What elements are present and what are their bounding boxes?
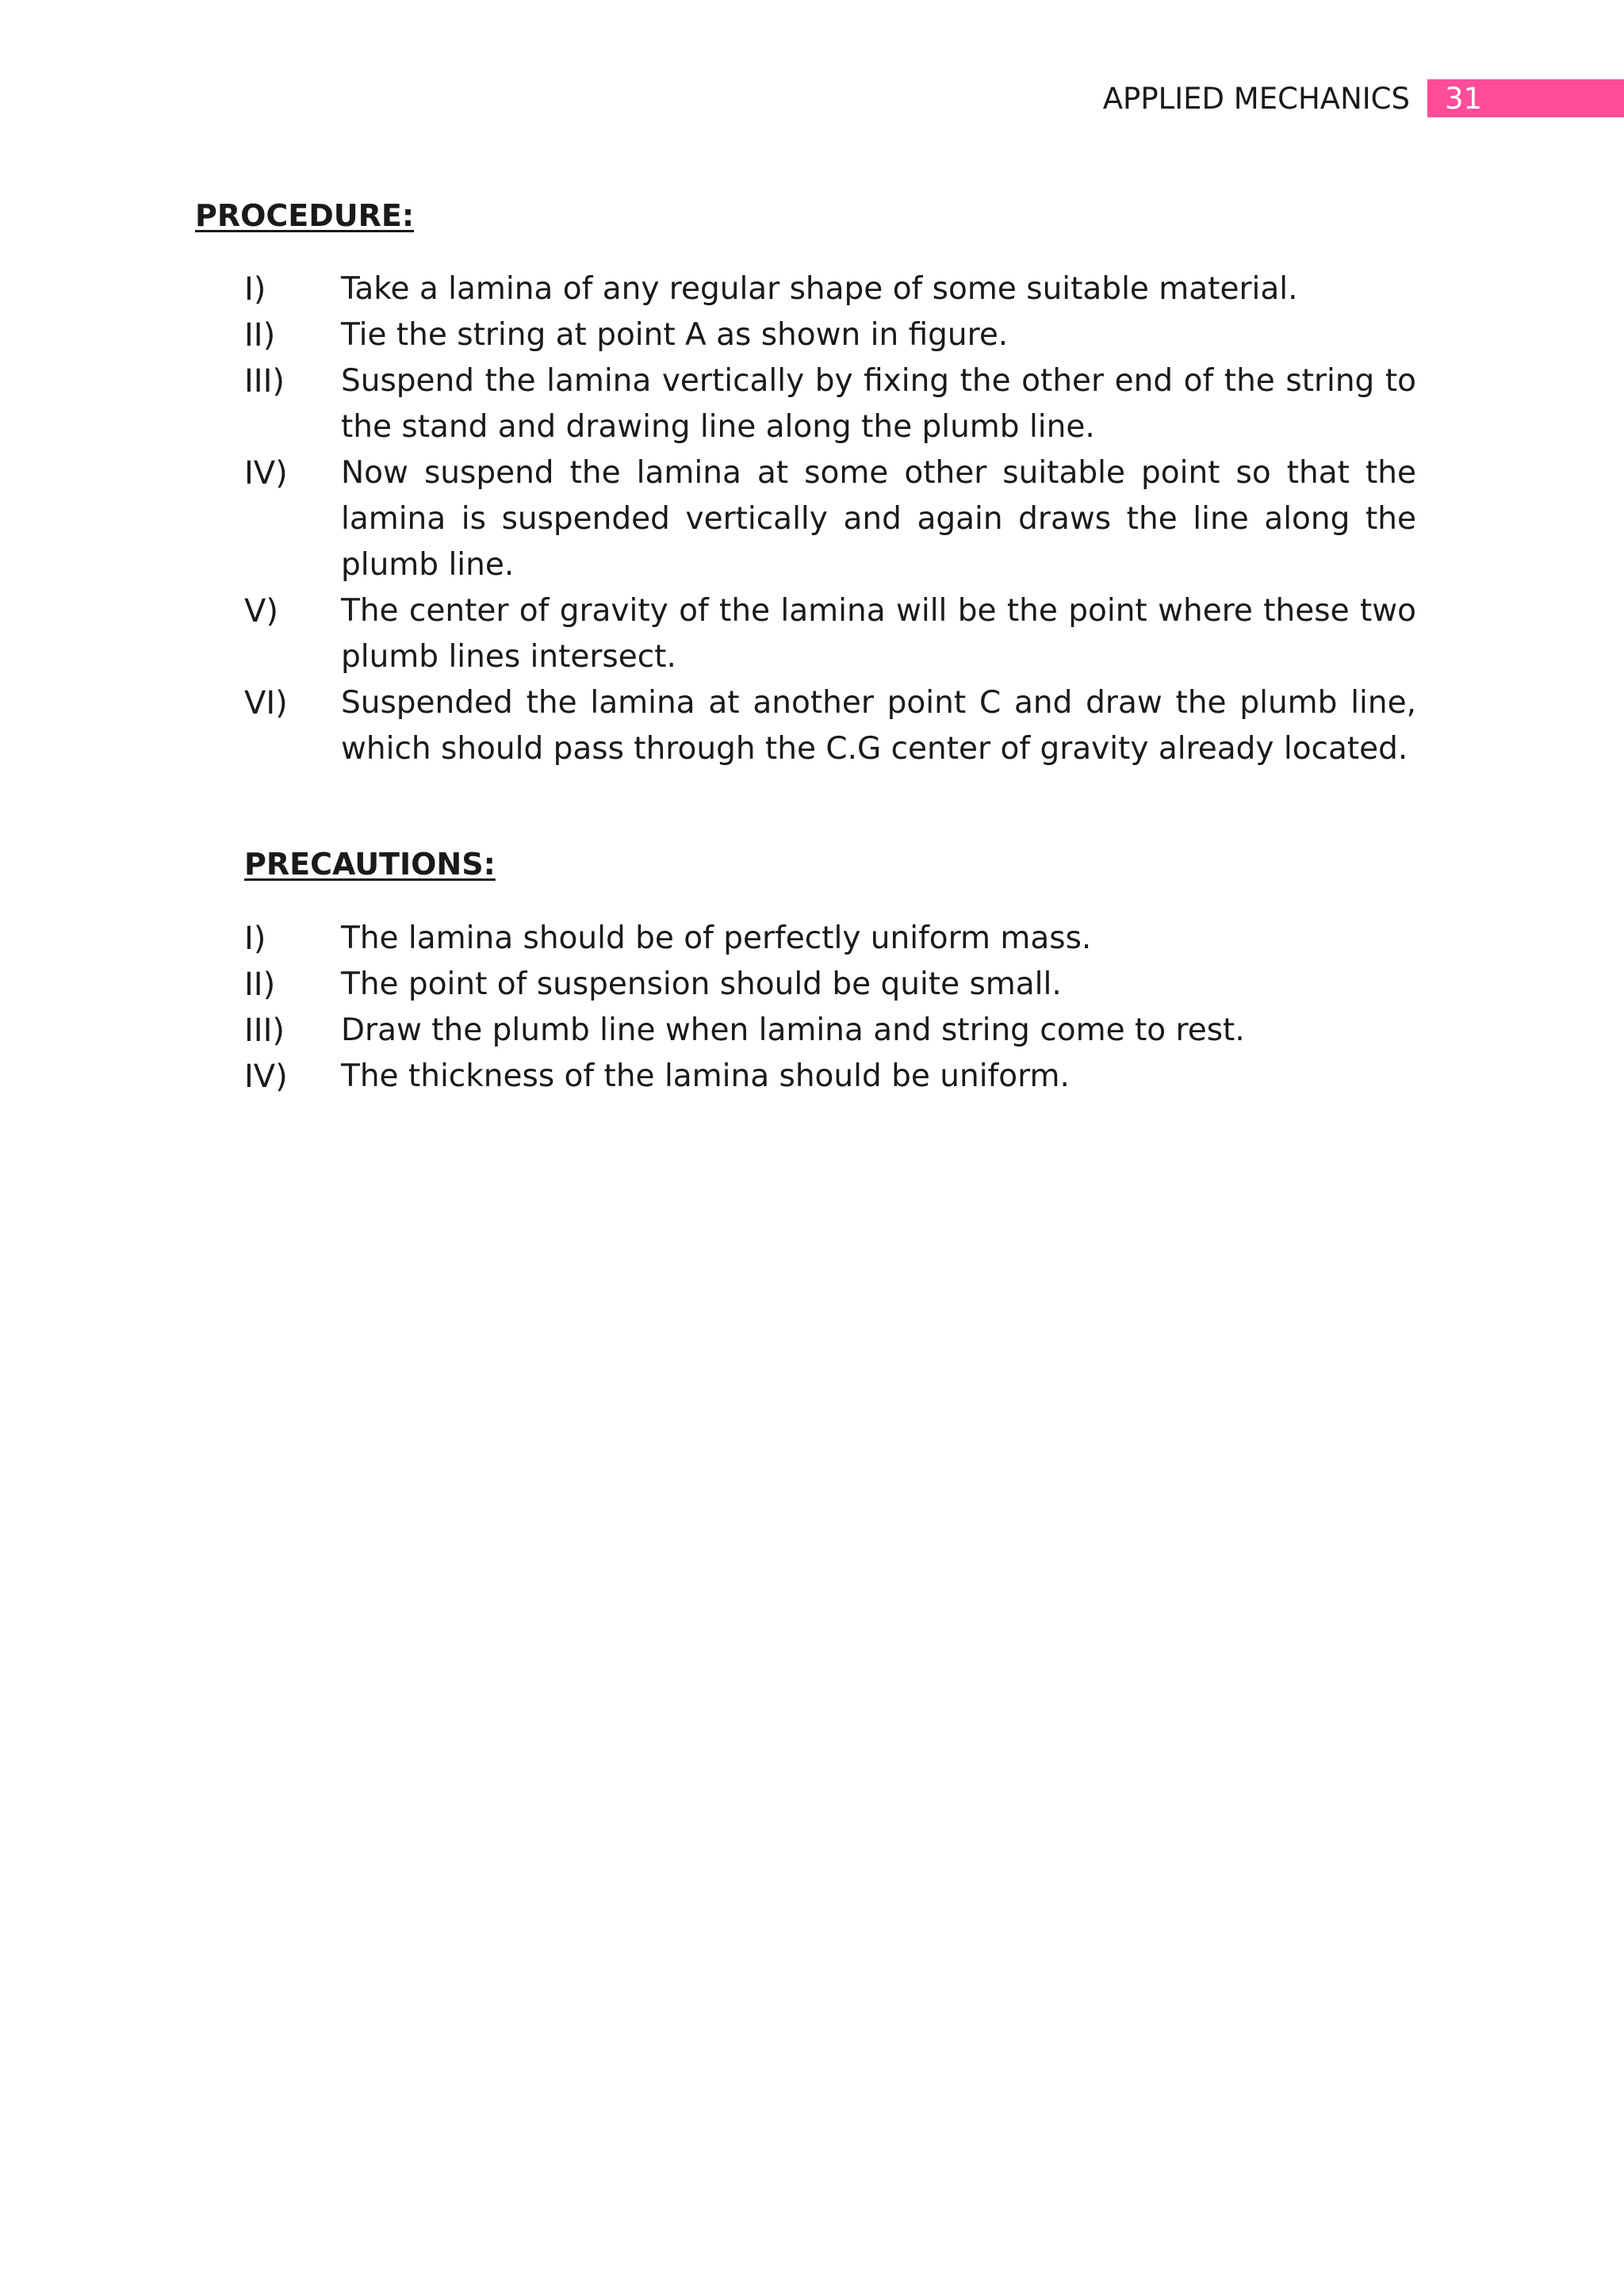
precautions-list bbox=[244, 916, 1416, 1100]
step-numeral: III) bbox=[244, 363, 285, 400]
precaution-item bbox=[244, 916, 1416, 962]
step-numeral: VI) bbox=[244, 685, 288, 721]
page-number: 31 bbox=[1427, 79, 1624, 117]
step-numeral: V) bbox=[244, 593, 278, 629]
precaution-item bbox=[244, 1054, 1416, 1100]
step-numeral: II) bbox=[244, 317, 276, 354]
procedure-list bbox=[244, 266, 1416, 772]
step-text: Take a lamina of any regular shape of some suitable material. bbox=[341, 271, 1298, 307]
step-text: Suspended the lamina at another point C and draw the plumb line, which should pass through the C.G center of gravity already located. bbox=[341, 685, 1416, 767]
procedure-step bbox=[244, 266, 1416, 312]
procedure-step bbox=[244, 358, 1416, 450]
step-text: The center of gravity of the lamina will be the point where these two plumb lines intersect. bbox=[341, 593, 1416, 675]
running-header-title: APPLIED MECHANICS bbox=[1102, 81, 1410, 116]
precaution-numeral: II) bbox=[244, 966, 276, 1003]
procedure-step bbox=[244, 680, 1416, 772]
precaution-text: The point of suspension should be quite small. bbox=[341, 966, 1062, 1002]
precaution-text: The lamina should be of perfectly uniform mass. bbox=[341, 920, 1092, 956]
precaution-item bbox=[244, 962, 1416, 1008]
step-numeral: IV) bbox=[244, 455, 288, 492]
step-text: Tie the string at point A as shown in figure. bbox=[341, 317, 1009, 353]
procedure-step bbox=[244, 312, 1416, 358]
precaution-numeral: I) bbox=[244, 920, 266, 957]
step-numeral: I) bbox=[244, 271, 266, 308]
procedure-step bbox=[244, 450, 1416, 588]
step-text: Now suspend the lamina at some other suitable point so that the lamina is suspended vertically and again draws the line along the plumb line. bbox=[341, 455, 1416, 583]
page-header bbox=[1103, 79, 1624, 117]
step-text: Suspend the lamina vertically by fixing the other end of the string to the stand and drawing line along the plumb line. bbox=[341, 363, 1416, 445]
precautions-heading: PRECAUTIONS: bbox=[244, 847, 496, 882]
procedure-step bbox=[244, 588, 1416, 680]
precaution-text: The thickness of the lamina should be uniform. bbox=[341, 1058, 1070, 1094]
precaution-numeral: III) bbox=[244, 1012, 285, 1049]
procedure-heading: PROCEDURE: bbox=[195, 198, 415, 233]
precaution-numeral: IV) bbox=[244, 1058, 288, 1095]
precaution-text: Draw the plumb line when lamina and string come to rest. bbox=[341, 1012, 1245, 1048]
precaution-item bbox=[244, 1008, 1416, 1054]
